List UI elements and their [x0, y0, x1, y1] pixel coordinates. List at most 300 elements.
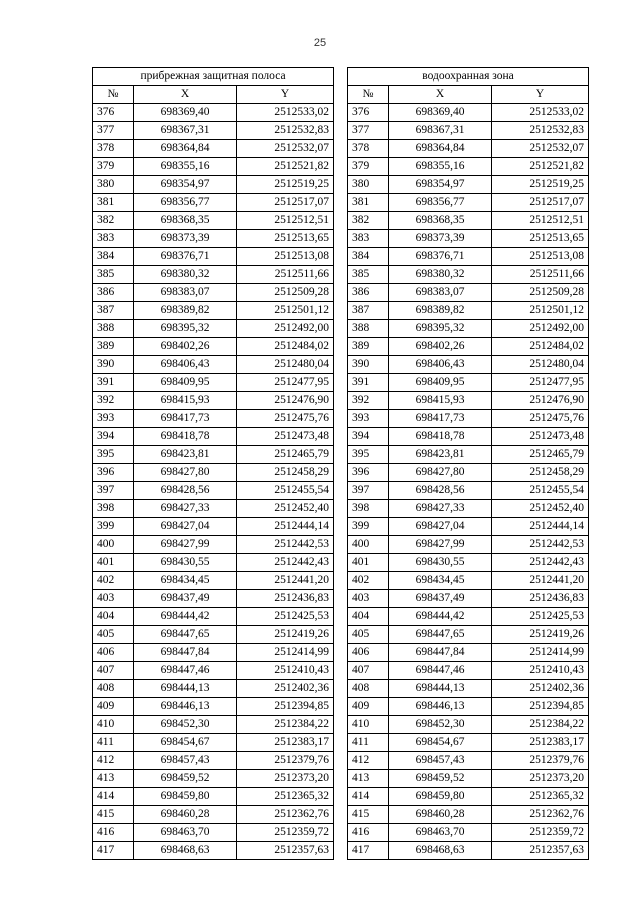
right-y-value: 2512492,00 — [492, 320, 589, 338]
right-col-x-header: X — [389, 86, 492, 104]
left-y-value: 2512455,54 — [237, 482, 334, 500]
right-y-value: 2512509,28 — [492, 284, 589, 302]
table-gap — [334, 356, 348, 374]
table-gap — [334, 302, 348, 320]
right-x-value: 698376,71 — [389, 248, 492, 266]
table-row — [93, 518, 589, 536]
table-gap — [334, 554, 348, 572]
table-row — [93, 608, 589, 626]
left-y-value: 2512477,95 — [237, 374, 334, 392]
table-gap — [334, 284, 348, 302]
right-y-value: 2512475,76 — [492, 410, 589, 428]
left-y-value: 2512410,43 — [237, 662, 334, 680]
right-point-number: 381 — [348, 194, 389, 212]
table-gap — [334, 626, 348, 644]
table-row — [93, 842, 589, 860]
left-point-number: 401 — [93, 554, 134, 572]
left-point-number: 409 — [93, 698, 134, 716]
right-y-value: 2512384,22 — [492, 716, 589, 734]
right-col-y-header: Y — [492, 86, 589, 104]
right-x-value: 698454,67 — [389, 734, 492, 752]
table-gap — [334, 248, 348, 266]
table-gap — [334, 410, 348, 428]
table-row — [93, 266, 589, 284]
column-header-row — [93, 86, 589, 104]
right-y-value: 2512455,54 — [492, 482, 589, 500]
left-point-number: 395 — [93, 446, 134, 464]
table-gap — [334, 680, 348, 698]
left-y-value: 2512513,65 — [237, 230, 334, 248]
left-x-value: 698389,82 — [134, 302, 237, 320]
table-row — [93, 806, 589, 824]
right-y-value: 2512362,76 — [492, 806, 589, 824]
table-row — [93, 284, 589, 302]
left-col-num-header: № — [93, 86, 134, 104]
left-x-value: 698355,16 — [134, 158, 237, 176]
table-gap — [334, 374, 348, 392]
left-point-number: 378 — [93, 140, 134, 158]
left-point-number: 397 — [93, 482, 134, 500]
right-x-value: 698367,31 — [389, 122, 492, 140]
left-x-value: 698376,71 — [134, 248, 237, 266]
right-x-value: 698373,39 — [389, 230, 492, 248]
right-x-value: 698427,33 — [389, 500, 492, 518]
left-x-value: 698383,07 — [134, 284, 237, 302]
table-gap — [334, 644, 348, 662]
table-gap — [334, 194, 348, 212]
left-point-number: 388 — [93, 320, 134, 338]
left-point-number: 384 — [93, 248, 134, 266]
left-y-value: 2512436,83 — [237, 590, 334, 608]
right-x-value: 698444,42 — [389, 608, 492, 626]
left-point-number: 416 — [93, 824, 134, 842]
left-point-number: 417 — [93, 842, 134, 860]
left-y-value: 2512473,48 — [237, 428, 334, 446]
left-point-number: 389 — [93, 338, 134, 356]
left-point-number: 411 — [93, 734, 134, 752]
table-row — [93, 374, 589, 392]
left-point-number: 406 — [93, 644, 134, 662]
table-row — [93, 554, 589, 572]
right-y-value: 2512513,65 — [492, 230, 589, 248]
right-y-value: 2512484,02 — [492, 338, 589, 356]
left-y-value: 2512359,72 — [237, 824, 334, 842]
left-x-value: 698430,55 — [134, 554, 237, 572]
left-x-value: 698457,43 — [134, 752, 237, 770]
left-y-value: 2512394,85 — [237, 698, 334, 716]
table-gap — [334, 806, 348, 824]
right-point-number: 379 — [348, 158, 389, 176]
table-gap — [334, 212, 348, 230]
right-point-number: 380 — [348, 176, 389, 194]
table-row — [93, 464, 589, 482]
right-y-value: 2512452,40 — [492, 500, 589, 518]
table-row — [93, 212, 589, 230]
table-gap — [334, 446, 348, 464]
right-point-number: 378 — [348, 140, 389, 158]
left-y-value: 2512484,02 — [237, 338, 334, 356]
left-point-number: 413 — [93, 770, 134, 788]
left-point-number: 404 — [93, 608, 134, 626]
right-x-value: 698364,84 — [389, 140, 492, 158]
table-row — [93, 824, 589, 842]
right-x-value: 698415,93 — [389, 392, 492, 410]
table-gap — [334, 824, 348, 842]
right-y-value: 2512442,53 — [492, 536, 589, 554]
right-x-value: 698457,43 — [389, 752, 492, 770]
left-point-number: 385 — [93, 266, 134, 284]
left-y-value: 2512532,83 — [237, 122, 334, 140]
left-point-number: 382 — [93, 212, 134, 230]
right-point-number: 416 — [348, 824, 389, 842]
right-y-value: 2512533,02 — [492, 104, 589, 122]
right-y-value: 2512410,43 — [492, 662, 589, 680]
left-x-value: 698460,28 — [134, 806, 237, 824]
left-point-number: 408 — [93, 680, 134, 698]
left-y-value: 2512475,76 — [237, 410, 334, 428]
left-point-number: 377 — [93, 122, 134, 140]
table-gap — [334, 266, 348, 284]
left-x-value: 698402,26 — [134, 338, 237, 356]
table-row — [93, 698, 589, 716]
left-x-value: 698369,40 — [134, 104, 237, 122]
right-x-value: 698395,32 — [389, 320, 492, 338]
left-y-value: 2512379,76 — [237, 752, 334, 770]
table-row — [93, 302, 589, 320]
table-row — [93, 662, 589, 680]
left-point-number: 386 — [93, 284, 134, 302]
right-y-value: 2512512,51 — [492, 212, 589, 230]
right-y-value: 2512394,85 — [492, 698, 589, 716]
table-gap — [334, 536, 348, 554]
left-y-value: 2512414,99 — [237, 644, 334, 662]
left-y-value: 2512384,22 — [237, 716, 334, 734]
left-y-value: 2512458,29 — [237, 464, 334, 482]
right-x-value: 698427,99 — [389, 536, 492, 554]
right-point-number: 414 — [348, 788, 389, 806]
left-y-value: 2512517,07 — [237, 194, 334, 212]
left-y-value: 2512519,25 — [237, 176, 334, 194]
table-gap — [334, 320, 348, 338]
table-row — [93, 680, 589, 698]
right-y-value: 2512379,76 — [492, 752, 589, 770]
right-y-value: 2512517,07 — [492, 194, 589, 212]
left-x-value: 698423,81 — [134, 446, 237, 464]
left-x-value: 698447,46 — [134, 662, 237, 680]
table-gap — [334, 734, 348, 752]
right-x-value: 698427,80 — [389, 464, 492, 482]
right-x-value: 698430,55 — [389, 554, 492, 572]
left-y-value: 2512476,90 — [237, 392, 334, 410]
left-x-value: 698354,97 — [134, 176, 237, 194]
right-point-number: 387 — [348, 302, 389, 320]
left-y-value: 2512357,63 — [237, 842, 334, 860]
left-x-value: 698367,31 — [134, 122, 237, 140]
right-y-value: 2512442,43 — [492, 554, 589, 572]
right-point-number: 386 — [348, 284, 389, 302]
right-point-number: 405 — [348, 626, 389, 644]
right-x-value: 698459,52 — [389, 770, 492, 788]
table-row — [93, 626, 589, 644]
right-y-value: 2512532,07 — [492, 140, 589, 158]
right-y-value: 2512414,99 — [492, 644, 589, 662]
right-x-value: 698417,73 — [389, 410, 492, 428]
right-point-number: 383 — [348, 230, 389, 248]
right-y-value: 2512473,48 — [492, 428, 589, 446]
right-point-number: 408 — [348, 680, 389, 698]
right-y-value: 2512359,72 — [492, 824, 589, 842]
left-point-number: 391 — [93, 374, 134, 392]
table-row — [93, 122, 589, 140]
left-point-number: 390 — [93, 356, 134, 374]
right-point-number: 395 — [348, 446, 389, 464]
table-gap — [334, 104, 348, 122]
table-gap — [334, 788, 348, 806]
table-row — [93, 320, 589, 338]
table-row — [93, 158, 589, 176]
right-y-value: 2512373,20 — [492, 770, 589, 788]
right-point-number: 385 — [348, 266, 389, 284]
right-point-number: 407 — [348, 662, 389, 680]
table-row — [93, 716, 589, 734]
table-row — [93, 734, 589, 752]
table-row — [93, 788, 589, 806]
right-x-value: 698447,65 — [389, 626, 492, 644]
left-point-number: 415 — [93, 806, 134, 824]
right-x-value: 698446,13 — [389, 698, 492, 716]
right-point-number: 391 — [348, 374, 389, 392]
right-x-value: 698368,35 — [389, 212, 492, 230]
right-point-number: 393 — [348, 410, 389, 428]
right-col-num-header: № — [348, 86, 389, 104]
right-point-number: 402 — [348, 572, 389, 590]
right-point-number: 392 — [348, 392, 389, 410]
right-y-value: 2512383,17 — [492, 734, 589, 752]
right-y-value: 2512521,82 — [492, 158, 589, 176]
left-x-value: 698409,95 — [134, 374, 237, 392]
table-gap — [334, 500, 348, 518]
table-row — [93, 752, 589, 770]
right-y-value: 2512365,32 — [492, 788, 589, 806]
table-gap — [334, 716, 348, 734]
right-point-number: 415 — [348, 806, 389, 824]
table-row — [93, 572, 589, 590]
right-y-value: 2512441,20 — [492, 572, 589, 590]
left-point-number: 405 — [93, 626, 134, 644]
table-gap — [334, 608, 348, 626]
table-row — [93, 338, 589, 356]
table-row — [93, 356, 589, 374]
right-x-value: 698355,16 — [389, 158, 492, 176]
right-point-number: 410 — [348, 716, 389, 734]
left-point-number: 414 — [93, 788, 134, 806]
left-x-value: 698417,73 — [134, 410, 237, 428]
right-y-value: 2512511,66 — [492, 266, 589, 284]
right-y-value: 2512477,95 — [492, 374, 589, 392]
left-point-number: 396 — [93, 464, 134, 482]
coordinates-table — [92, 67, 589, 860]
table-row — [93, 536, 589, 554]
left-y-value: 2512373,20 — [237, 770, 334, 788]
right-x-value: 698369,40 — [389, 104, 492, 122]
left-x-value: 698437,49 — [134, 590, 237, 608]
left-x-value: 698364,84 — [134, 140, 237, 158]
left-x-value: 698444,42 — [134, 608, 237, 626]
right-point-number: 409 — [348, 698, 389, 716]
left-point-number: 387 — [93, 302, 134, 320]
left-x-value: 698373,39 — [134, 230, 237, 248]
left-point-number: 381 — [93, 194, 134, 212]
left-point-number: 407 — [93, 662, 134, 680]
right-x-value: 698434,45 — [389, 572, 492, 590]
left-point-number: 383 — [93, 230, 134, 248]
table-row — [93, 104, 589, 122]
right-point-number: 399 — [348, 518, 389, 536]
table-row — [93, 644, 589, 662]
table-row — [93, 446, 589, 464]
right-section-title: водоохранная зона — [348, 68, 589, 86]
right-y-value: 2512480,04 — [492, 356, 589, 374]
right-point-number: 390 — [348, 356, 389, 374]
table-gap — [334, 140, 348, 158]
left-y-value: 2512480,04 — [237, 356, 334, 374]
left-y-value: 2512444,14 — [237, 518, 334, 536]
table-gap — [334, 482, 348, 500]
left-point-number: 400 — [93, 536, 134, 554]
right-point-number: 382 — [348, 212, 389, 230]
left-x-value: 698452,30 — [134, 716, 237, 734]
left-x-value: 698427,99 — [134, 536, 237, 554]
table-row — [93, 410, 589, 428]
left-point-number: 402 — [93, 572, 134, 590]
right-x-value: 698380,32 — [389, 266, 492, 284]
table-row — [93, 140, 589, 158]
right-x-value: 698354,97 — [389, 176, 492, 194]
left-y-value: 2512501,12 — [237, 302, 334, 320]
left-x-value: 698447,84 — [134, 644, 237, 662]
left-y-value: 2512465,79 — [237, 446, 334, 464]
table-gap — [334, 698, 348, 716]
left-point-number: 410 — [93, 716, 134, 734]
left-point-number: 380 — [93, 176, 134, 194]
right-y-value: 2512419,26 — [492, 626, 589, 644]
table-gap — [334, 770, 348, 788]
left-point-number: 394 — [93, 428, 134, 446]
right-x-value: 698463,70 — [389, 824, 492, 842]
left-col-x-header: X — [134, 86, 237, 104]
left-x-value: 698459,80 — [134, 788, 237, 806]
table-gap — [334, 158, 348, 176]
right-point-number: 388 — [348, 320, 389, 338]
right-y-value: 2512501,12 — [492, 302, 589, 320]
table-row — [93, 482, 589, 500]
left-point-number: 403 — [93, 590, 134, 608]
left-point-number: 376 — [93, 104, 134, 122]
left-y-value: 2512419,26 — [237, 626, 334, 644]
left-y-value: 2512533,02 — [237, 104, 334, 122]
left-x-value: 698427,80 — [134, 464, 237, 482]
left-y-value: 2512511,66 — [237, 266, 334, 284]
right-point-number: 406 — [348, 644, 389, 662]
left-y-value: 2512441,20 — [237, 572, 334, 590]
left-y-value: 2512513,08 — [237, 248, 334, 266]
table-gap — [334, 428, 348, 446]
left-section-title: прибрежная защитная полоса — [93, 68, 334, 86]
left-y-value: 2512442,43 — [237, 554, 334, 572]
right-y-value: 2512425,53 — [492, 608, 589, 626]
right-x-value: 698406,43 — [389, 356, 492, 374]
table-row — [93, 248, 589, 266]
right-point-number: 400 — [348, 536, 389, 554]
left-x-value: 698395,32 — [134, 320, 237, 338]
left-point-number: 399 — [93, 518, 134, 536]
table-gap — [334, 752, 348, 770]
right-x-value: 698423,81 — [389, 446, 492, 464]
table-row — [93, 392, 589, 410]
left-y-value: 2512365,32 — [237, 788, 334, 806]
right-y-value: 2512436,83 — [492, 590, 589, 608]
right-y-value: 2512444,14 — [492, 518, 589, 536]
left-y-value: 2512383,17 — [237, 734, 334, 752]
right-point-number: 398 — [348, 500, 389, 518]
right-x-value: 698444,13 — [389, 680, 492, 698]
right-x-value: 698409,95 — [389, 374, 492, 392]
left-point-number: 379 — [93, 158, 134, 176]
table-gap — [334, 176, 348, 194]
left-x-value: 698380,32 — [134, 266, 237, 284]
left-x-value: 698463,70 — [134, 824, 237, 842]
left-col-y-header: Y — [237, 86, 334, 104]
table-row — [93, 590, 589, 608]
left-y-value: 2512402,36 — [237, 680, 334, 698]
right-y-value: 2512532,83 — [492, 122, 589, 140]
left-y-value: 2512492,00 — [237, 320, 334, 338]
right-point-number: 377 — [348, 122, 389, 140]
left-point-number: 412 — [93, 752, 134, 770]
left-x-value: 698468,63 — [134, 842, 237, 860]
left-x-value: 698418,78 — [134, 428, 237, 446]
right-y-value: 2512476,90 — [492, 392, 589, 410]
table-gap — [334, 662, 348, 680]
right-x-value: 698428,56 — [389, 482, 492, 500]
table-gap — [334, 518, 348, 536]
table-gap — [334, 842, 348, 860]
right-point-number: 411 — [348, 734, 389, 752]
table-gap — [334, 122, 348, 140]
table-gap — [334, 338, 348, 356]
left-point-number: 393 — [93, 410, 134, 428]
section-header-row — [93, 68, 589, 86]
table-gap — [334, 590, 348, 608]
right-x-value: 698447,84 — [389, 644, 492, 662]
left-x-value: 698406,43 — [134, 356, 237, 374]
left-y-value: 2512452,40 — [237, 500, 334, 518]
left-x-value: 698427,04 — [134, 518, 237, 536]
left-y-value: 2512532,07 — [237, 140, 334, 158]
table-row — [93, 176, 589, 194]
right-x-value: 698437,49 — [389, 590, 492, 608]
right-y-value: 2512458,29 — [492, 464, 589, 482]
right-x-value: 698447,46 — [389, 662, 492, 680]
table-row — [93, 230, 589, 248]
right-point-number: 413 — [348, 770, 389, 788]
left-x-value: 698356,77 — [134, 194, 237, 212]
left-y-value: 2512425,53 — [237, 608, 334, 626]
right-point-number: 401 — [348, 554, 389, 572]
right-x-value: 698389,82 — [389, 302, 492, 320]
right-x-value: 698356,77 — [389, 194, 492, 212]
left-x-value: 698444,13 — [134, 680, 237, 698]
